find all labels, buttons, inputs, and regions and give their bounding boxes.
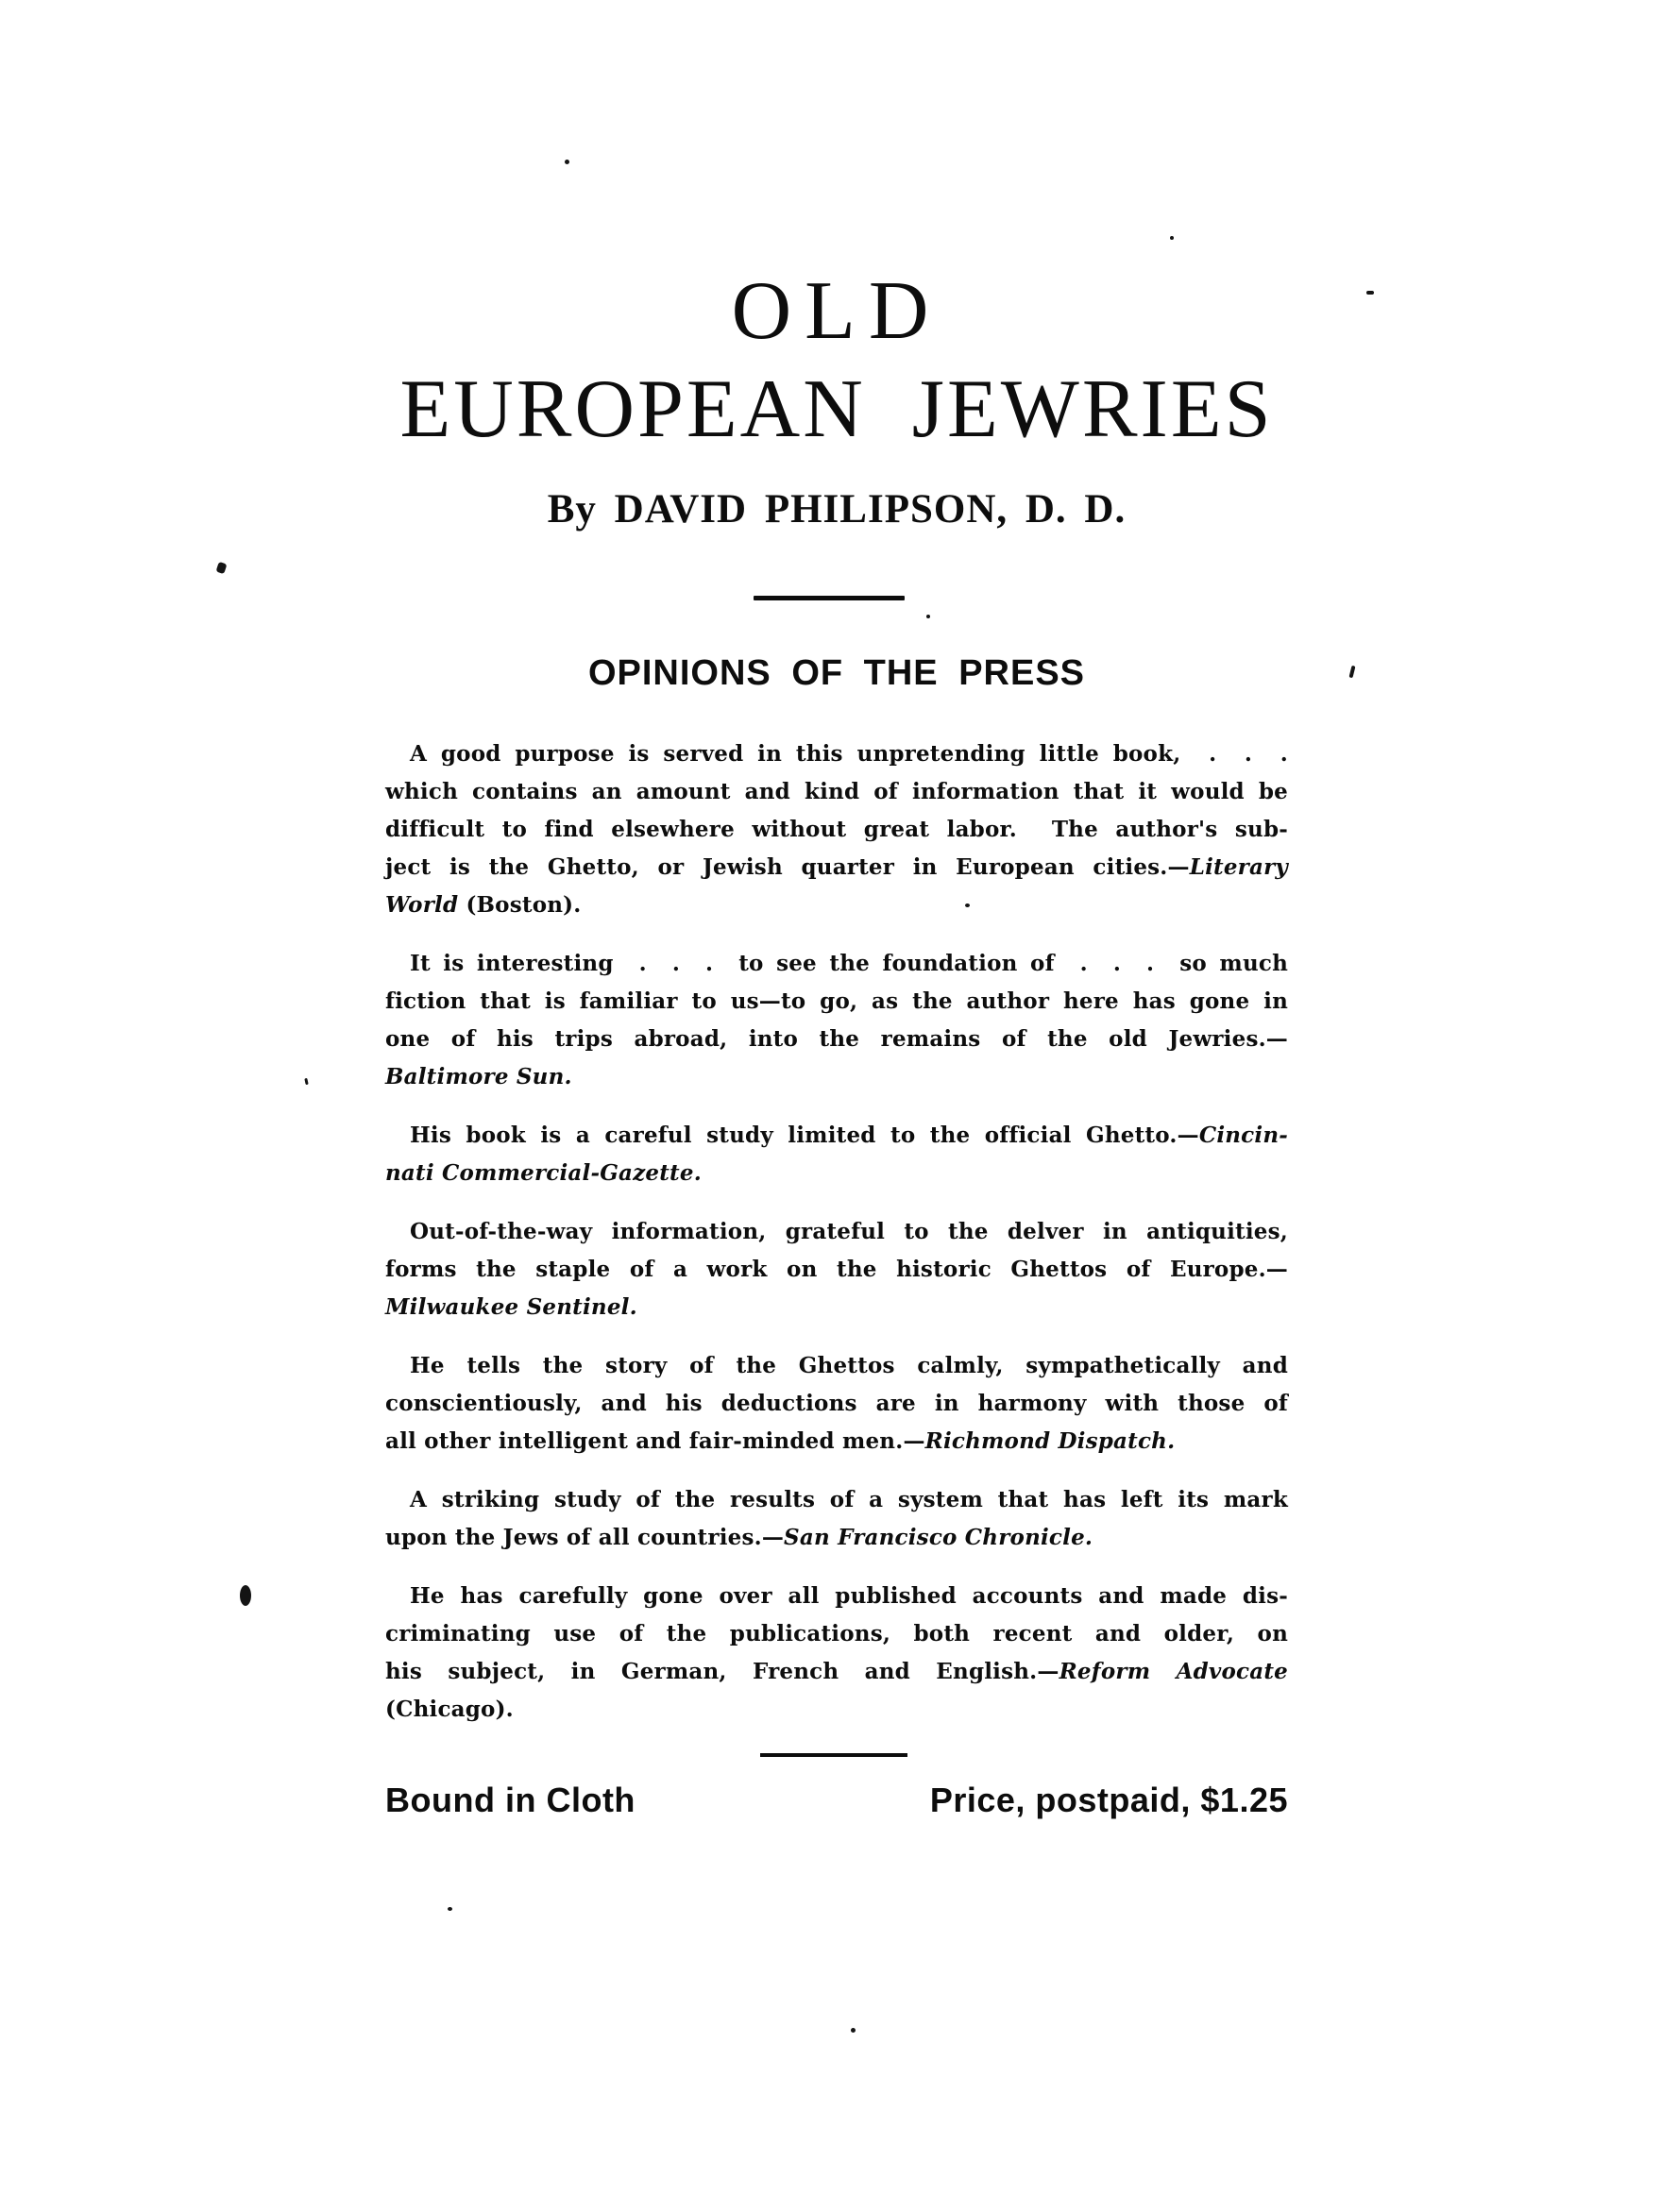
reviews — [385, 735, 1288, 1729]
review-text: difficult to find elsewhere without great labor. The author's sub- — [385, 817, 1288, 842]
scan-speck — [965, 903, 970, 907]
text-line — [385, 1423, 1288, 1461]
review-source-text: Richmond Dispatch. — [924, 1428, 1176, 1454]
review-text: His book is a careful study limited to the official Ghetto.— — [410, 1123, 1199, 1148]
divider-rule-top — [754, 596, 905, 600]
review-text: ject is the Ghetto, or Jewish quarter in European cities.— — [385, 854, 1190, 880]
scan-speck — [240, 1585, 251, 1606]
review-text: conscientiously, and his deductions are in harmony with those of — [385, 1391, 1288, 1416]
review-text: He tells the story of the Ghettos calmly, sympathetically and — [410, 1353, 1288, 1378]
footer-row — [385, 1779, 1288, 1822]
review-paragraph — [385, 1117, 1288, 1192]
review-source-text: Milwaukee Sentinel. — [385, 1294, 637, 1320]
review-text: It is interesting . . . to see the foundation of . . . so much — [410, 951, 1288, 976]
scan-speck — [1366, 291, 1374, 295]
text-line — [385, 1289, 1288, 1326]
review-paragraph — [385, 945, 1288, 1096]
binding-info: Bound in Cloth — [385, 1781, 636, 1819]
section-heading: OPINIONS OF THE PRESS — [587, 653, 1086, 693]
review-text: fiction that is familiar to us—to go, as the author here has gone in — [385, 988, 1288, 1014]
scan-speck — [565, 160, 569, 164]
text-line — [385, 1251, 1288, 1289]
scan-speck — [304, 1078, 308, 1085]
text-line — [385, 1155, 1288, 1192]
review-text: upon the Jews of all countries.— — [385, 1525, 785, 1550]
text-line — [385, 735, 1288, 773]
review-paragraph — [385, 1481, 1288, 1557]
text-line — [385, 1691, 1288, 1729]
scan-speck — [926, 615, 930, 618]
text-line — [385, 1481, 1288, 1519]
review-paragraph — [385, 1213, 1288, 1326]
review-text: A striking study of the results of a system that has left its mark — [410, 1487, 1288, 1512]
review-paragraph — [385, 735, 1288, 924]
review-text: criminating use of the publications, both recent and older, on — [385, 1621, 1288, 1646]
author-byline: By DAVID PHILIPSON, D. D. — [547, 487, 1127, 532]
scan-speck — [216, 562, 228, 574]
review-text: He has carefully gone over all published accounts and made dis- — [410, 1583, 1288, 1609]
text-line — [385, 1615, 1288, 1653]
review-source-text: nati Commercial-Gazette. — [385, 1160, 702, 1186]
text-line — [385, 1347, 1288, 1385]
book-title-line1: OLD — [731, 265, 942, 357]
review-source-text: Reform Advocate — [1059, 1659, 1288, 1684]
scan-speck — [448, 1907, 452, 1911]
text-line — [385, 1385, 1288, 1423]
review-source-text: Cincin- — [1198, 1123, 1288, 1148]
review-text: which contains an amount and kind of information that it would be — [385, 779, 1288, 804]
review-text: (Chicago). — [385, 1697, 514, 1722]
review-text: (Boston). — [466, 892, 582, 918]
text-line — [385, 1653, 1288, 1691]
text-line — [385, 945, 1288, 983]
text-line — [385, 1058, 1288, 1096]
text-line — [385, 1578, 1288, 1615]
text-line — [385, 1117, 1288, 1155]
review-source-text: Baltimore Sun. — [385, 1064, 572, 1089]
text-line — [385, 773, 1288, 811]
text-line — [385, 1213, 1288, 1251]
scan-speck — [1348, 666, 1355, 679]
text-line — [385, 983, 1288, 1021]
review-paragraph — [385, 1578, 1288, 1729]
review-source-text: San Francisco Chronicle. — [784, 1525, 1093, 1550]
review-text: Out-of-the-way information, grateful to the delver in antiquities, — [410, 1219, 1288, 1244]
scan-speck — [1170, 236, 1174, 240]
text-line — [385, 811, 1288, 849]
review-text: his subject, in German, French and English.— — [385, 1659, 1059, 1684]
review-text: one of his trips abroad, into the remains of the old Jewries.— — [385, 1026, 1288, 1052]
price-info: Price, postpaid, $1.25 — [929, 1781, 1288, 1819]
review-text: forms the staple of a work on the historic Ghettos of Europe.— — [385, 1257, 1288, 1282]
review-text: A good purpose is served in this unpretending little book, . . . — [410, 741, 1288, 767]
text-line — [385, 886, 1288, 924]
text-line — [385, 1021, 1288, 1058]
review-paragraph — [385, 1347, 1288, 1461]
text-line — [385, 849, 1288, 886]
text-line — [385, 1519, 1288, 1557]
review-source-text: World — [385, 892, 466, 918]
divider-rule-bottom — [760, 1753, 907, 1757]
book-title-line2: EUROPEAN JEWRIES — [399, 363, 1274, 455]
review-source-text: Literary — [1189, 854, 1288, 880]
review-text: all other intelligent and fair-minded men.— — [385, 1428, 925, 1454]
scan-speck — [851, 2028, 856, 2033]
